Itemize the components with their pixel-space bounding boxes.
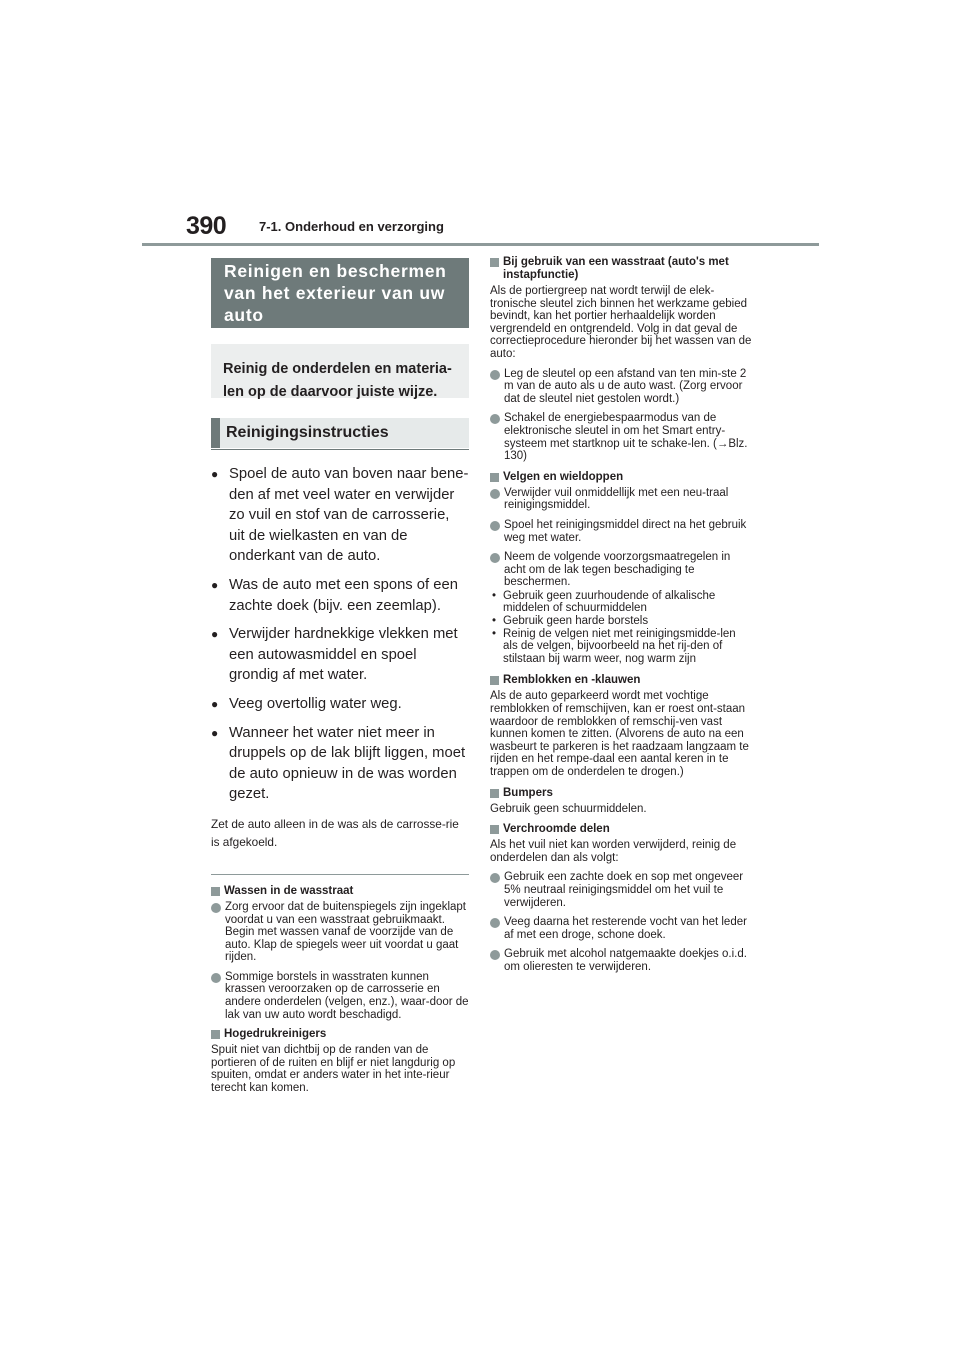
list-item: • Gebruik geen harde borstels (490, 615, 752, 628)
velgen-list (490, 487, 752, 589)
velgen-dash-list (490, 590, 752, 666)
heading-velgen: Velgen en wieldoppen (490, 471, 752, 484)
list-item: Gebruik met alcohol natgemaakte doekjes o.i.d. om olieresten te verwijderen. (490, 948, 752, 973)
heading-instapfunctie: Bij gebruik van een wasstraat (auto's met instapfunctie) (490, 256, 752, 282)
heading-wasstraat: Wassen in de wasstraat (211, 885, 469, 898)
instapfunctie-list (490, 368, 752, 463)
page-title: Reinigen en beschermen van het exterieur van uw auto (211, 258, 469, 328)
instruction-item: ● Veeg overtollig water weg. (211, 694, 469, 715)
list-item: Veeg daarna het resterende vocht van het leder af met een droge, schone doek. (490, 916, 752, 941)
list-item: Gebruik een zachte doek en sop met ongeveer 5% neutraal reinigingsmiddel om het vuil te verwijderen. (490, 871, 752, 909)
cooling-note: Zet de auto alleen in de was als de carrosse-rie is afgekoeld. (211, 816, 459, 850)
instruction-item: ● Was de auto met een spons of een zachte doek (bijv. een zeemlap). (211, 575, 469, 616)
instapfunctie-text: Als de portiergreep nat wordt terwijl de elek-tronische sleutel zich binnen het werkzame gebied bevindt, kan het portier herhaaldelijk worden vergrendeld en ontgrendeld. Volg in dat geval de correctieprocedure hieronder bij het wassen van de auto: (490, 285, 752, 360)
verchroomd-text: Als het vuil niet kan worden verwijderd, reinig de onderdelen dan als volgt: (490, 839, 737, 864)
list-item: Spoel het reinigingsmiddel direct na het gebruik weg met water. (490, 519, 752, 544)
section-header: 7-1. Onderhoud en verzorging (259, 219, 444, 234)
page-number: 390 (186, 212, 227, 240)
instruction-item: ● Wanneer het water niet meer in druppels op de lak blijft liggen, moet de auto opnieuw in de was worden gezet. (211, 723, 469, 805)
wasstraat-list (211, 901, 469, 1021)
list-item: • Reinig de velgen niet met reinigingsmidde-len als de velgen, bijvoorbeeld na het rij-den of stilstaan bij warm weer, nog warm zijn (490, 628, 752, 666)
bumpers-text: Gebruik geen schuurmiddelen. (490, 802, 647, 815)
list-item: Neem de volgende voorzorgsmaatregelen in acht om de lak tegen beschadiging te beschermen. (490, 551, 752, 589)
subheading-reinigingsinstructies: Reinigingsinstructies (211, 418, 469, 448)
list-item: Zorg ervoor dat de buitenspiegels zijn ingeklapt voordat u van een wasstraat gebruikmaakt. Begin met wassen vanaf de voorzijde van de auto. Klap de spiegels weer uit voordat u gaat rijden. (211, 901, 469, 964)
instruction-item: ● Verwijder hardnekkige vlekken met een autowasmiddel en spoel grondig af met water. (211, 624, 469, 686)
list-item: Verwijder vuil onmiddellijk met een neu-traal reinigingsmiddel. (490, 487, 752, 512)
heading-remblokken: Remblokken en -klauwen (490, 674, 752, 687)
list-item: Sommige borstels in wasstraten kunnen krassen veroorzaken op de carrosserie en andere onderdelen (velgen, enz.), waar-door de lak van uw auto wordt beschadigd. (211, 971, 469, 1021)
intro-box: Reinig de onderdelen en materia-len op de daarvoor juiste wijze. (211, 344, 469, 398)
remblokken-text: Als de auto geparkeerd wordt met vochtige remblokken of remschijven, kan er roest ont-staan waardoor de remblokken of remschij-ven vast kunnen komen te zitten. (Alvorens de auto na een wasbeurt te parkeren is het raadzaam langzaam te rijden en het rempe-daal een aantal keren in te trappen om de onderdelen te drogen.) (490, 690, 749, 778)
heading-hogedrukreinigers: Hogedrukreinigers (211, 1028, 469, 1041)
hogedruk-text: Spuit niet van dichtbij op de randen van de portieren of de ruiten en blijf er niet langdurig op spuiten, omdat er anders water in het inte-rieur terecht kan komen. (211, 1044, 456, 1095)
divider (211, 874, 469, 875)
heading-bumpers: Bumpers (490, 787, 752, 800)
list-item: • Gebruik geen zuurhoudende of alkalische middelen of schuurmiddelen (490, 590, 752, 615)
list-item: Leg de sleutel op een afstand van ten min-ste 2 m van de auto als u de auto wast. (Zorg ervoor dat de sleutel niet gestolen wordt.) (490, 368, 752, 406)
instruction-list (211, 464, 469, 805)
heading-verchroomde-delen: Verchroomde delen (490, 823, 752, 836)
instruction-item: ● Spoel de auto van boven naar bene-den af met veel water en verwijder zo vuil en stof van de carrosserie, uit de wielkasten en van de onderkant van de auto. (211, 464, 469, 567)
list-item: Schakel de energiebespaarmodus van de elektronische sleutel in om het Smart entry-systeem met startknop uit te schake-len. (→Blz. 130) (490, 412, 752, 462)
verchroomd-list (490, 871, 752, 973)
header-rule (142, 243, 819, 246)
left-column (211, 258, 469, 1102)
right-column (490, 256, 752, 981)
